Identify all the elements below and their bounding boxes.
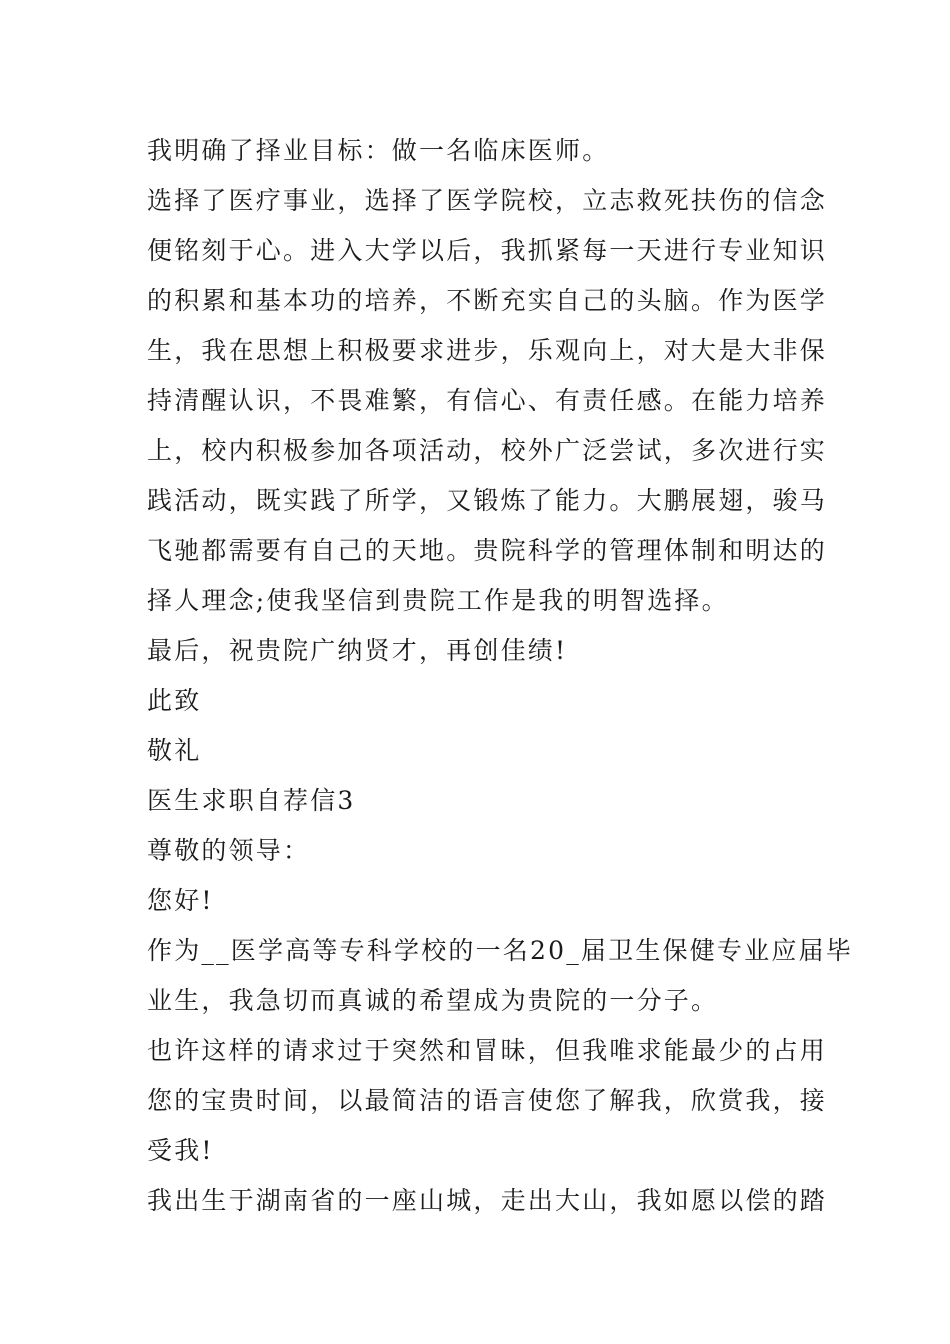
text-line: 也许这样的请求过于突然和冒昧，但我唯求能最少的占用 [147, 1036, 828, 1065]
text-line: 便铭刻于心。进入大学以后，我抓紧每一天进行专业知识 [147, 236, 828, 265]
text-line: 选择了医疗事业，选择了医学院校，立志救死扶伤的信念 [147, 186, 828, 215]
text-line: 最后，祝贵院广纳贤才，再创佳绩! [147, 636, 568, 665]
section-title: 医生求职自荐信3 [147, 786, 356, 815]
text-line: 生，我在思想上积极要求进步，乐观向上，对大是大非保 [147, 336, 828, 365]
greeting: 尊敬的领导： [147, 836, 311, 865]
text-line: 我明确了择业目标：做一名临床医师。 [147, 136, 610, 165]
text-line: 作为__医学高等专科学校的一名20_届卫生保健专业应届毕 [147, 936, 853, 965]
text-line: 受我! [147, 1136, 214, 1165]
text-line: 持清醒认识，不畏难繁，有信心、有责任感。在能力培养 [147, 386, 828, 415]
text-line: 的积累和基本功的培养，不断充实自己的头脑。作为医学 [147, 286, 828, 315]
text-line: 我出生于湖南省的一座山城，走出大山，我如愿以偿的踏 [147, 1186, 828, 1215]
text-line: 业生，我急切而真诚的希望成为贵院的一分子。 [147, 986, 719, 1015]
closing-salutation: 此致 [147, 686, 202, 715]
text-line: 择人理念;使我坚信到贵院工作是我的明智选择。 [147, 586, 729, 615]
text-line: 践活动，既实践了所学，又锻炼了能力。大鹏展翅，骏马 [147, 486, 828, 515]
greeting-hello: 您好! [147, 886, 214, 915]
text-line: 上，校内积极参加各项活动，校外广泛尝试，多次进行实 [147, 436, 828, 465]
text-line: 您的宝贵时间，以最简洁的语言使您了解我，欣赏我，接 [147, 1086, 828, 1115]
text-line: 飞驰都需要有自己的天地。贵院科学的管理体制和明达的 [147, 536, 828, 565]
closing-regards: 敬礼 [147, 736, 202, 765]
